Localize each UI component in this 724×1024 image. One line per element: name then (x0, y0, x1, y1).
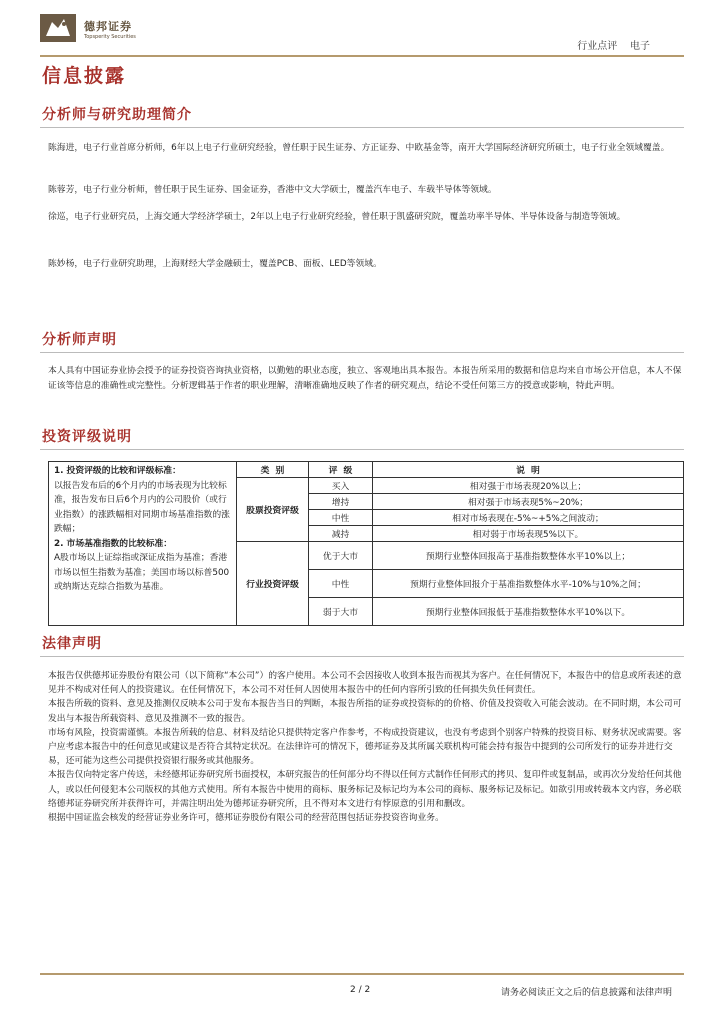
section-divider (40, 127, 684, 128)
legal-paragraph: 本报告所载的资料、意见及推测仅反映本公司于发布本报告当日的判断，本报告所指的证券或投资标的的价格、价值及投资收入可能会波动。在不同时期，本公司可发出与本报告所载资料、意见及推测不一致的报告。 (48, 699, 682, 724)
header-divider (40, 55, 684, 57)
legal-text-block (48, 669, 688, 825)
industry-rating-category: 行业投资评级 (237, 542, 309, 626)
rating-note: 相对弱于市场表现5%以下。 (373, 526, 684, 542)
criteria-2-title: 2. 市场基准指数的比较标准： (54, 538, 173, 549)
header-grade: 评 级 (309, 462, 373, 478)
legal-paragraph: 本报告仅向特定客户传送，未经德邦证券研究所书面授权，本研究报告的任何部分均不得以任何方式制作任何形式的拷贝、复印件或复制品，或再次分发给任何其他人，或以任何侵犯本公司版权的其他方式使用。所有本报告中使用的商标、服务标记及标记均为本公司的商标、服务标记及标记。如欲引用或转载本文内容，务必联络德邦证券研究所并获得许可，并需注明出处为德邦证券研究所，且不得对本文进行有悖原意的引用和删改。 (48, 770, 682, 809)
logo-name-en: Topsperity Securities (84, 34, 136, 40)
analysts-section-title: 分析师与研究助理简介 (42, 107, 192, 123)
footer-divider (40, 973, 684, 975)
rating-grade: 减持 (309, 526, 373, 542)
analyst-statement-title: 分析师声明 (42, 332, 117, 348)
rating-grade: 中性 (309, 570, 373, 598)
rating-section-title: 投资评级说明 (42, 429, 132, 445)
analyst-statement-text: 本人具有中国证券业协会授予的证券投资咨询执业资格，以勤勉的职业态度，独立、客观地出具本报告。本报告所采用的数据和信息均来自市场公开信息，本人不保证该等信息的准确性或完整性。分析逻辑基于作者的职业理解，清晰准确地反映了作者的研究观点，结论不受任何第三方的授意或影响，特此声明。 (48, 366, 682, 391)
analyst-bio: 陈海进，电子行业首席分析师，6年以上电子行业研究经验，曾任职于民生证券、方正证券、中欧基金等，南开大学国际经济研究所硕士，电子行业全领域覆盖。 (48, 143, 670, 153)
analyst-bio: 徐巡，电子行业研究员，上海交通大学经济学硕士，2年以上电子行业研究经验，曾任职于凯盛研究院，覆盖功率半导体、半导体设备与制造等领域。 (48, 212, 626, 222)
rating-note: 预期行业整体回报低于基准指数整体水平10%以下。 (373, 598, 684, 626)
legal-paragraph: 市场有风险，投资需谨慎。本报告所载的信息、材料及结论只提供特定客户作参考，不构成投资建议，也没有考虑到个别客户特殊的投资目标、财务状况或需要。客户应考虑本报告中的任何意见或建议是否符合其特定状况。在法律许可的情况下，德邦证券及其所属关联机构可能会持有报告中提到的公司所发行的证券并进行交易，还可能为这些公司提供投资银行服务或其他服务。 (48, 727, 682, 767)
section-divider (40, 656, 684, 657)
analyst-bio: 陈妙杨，电子行业研究助理，上海财经大学金融硕士，覆盖PCB、面板、LED等领域。 (48, 259, 382, 269)
stock-rating-category: 股票投资评级 (237, 478, 309, 542)
rating-grade: 中性 (309, 510, 373, 526)
page-title: 信息披露 (42, 65, 127, 87)
logo-name-cn: 德邦证券 (84, 20, 132, 33)
rating-grade: 增持 (309, 494, 373, 510)
criteria-2-text: A股市场以上证综指或深证成指为基准；香港市场以恒生指数为基准；美国市场以标普500或纳斯达克综合指数为基准。 (54, 553, 230, 592)
criteria-1-title: 1. 投资评级的比较和评级标准： (54, 466, 181, 476)
report-category: 行业点评 电子 (577, 41, 650, 52)
legal-section-title: 法律声明 (42, 636, 102, 652)
rating-grade: 弱于大市 (309, 598, 373, 626)
rating-note: 相对强于市场表现20%以上； (373, 478, 684, 494)
rating-note: 预期行业整体回报高于基准指数整体水平10%以上； (373, 542, 684, 570)
header-note: 说 明 (373, 462, 684, 478)
footer-disclaimer: 请务必阅读正文之后的信息披露和法律声明 (500, 988, 672, 998)
rating-note: 预期行业整体回报介于基准指数整体水平-10%与10%之间； (373, 570, 684, 598)
section-divider (40, 449, 684, 450)
criteria-1-text: 以报告发布后的6个月内的市场表现为比较标准，报告发布日后6个月内的公司股价（或行业指数）的涨跌幅相对同期市场基准指数的涨跌幅； (54, 480, 230, 534)
analyst-bio: 陈蓉芳，电子行业分析师，曾任职于民生证券、国金证券，香港中文大学硕士，覆盖汽车电子、车载半导体等领域。 (48, 185, 497, 195)
header-category: 类 别 (237, 462, 309, 478)
legal-paragraph: 根据中国证监会核发的经营证券业务许可，德邦证券股份有限公司的经营范围包括证券投资咨询业务。 (48, 813, 444, 824)
rating-criteria-description (49, 462, 237, 626)
rating-note: 相对市场表现在-5%~+5%之间波动； (373, 510, 684, 526)
section-divider (40, 352, 684, 353)
rating-note: 相对强于市场表现5%~20%； (373, 494, 684, 510)
rating-grade: 优于大市 (309, 542, 373, 570)
rating-table (48, 461, 684, 626)
rating-grade: 买入 (309, 478, 373, 494)
page-number: 2 / 2 (350, 985, 371, 995)
legal-paragraph: 本报告仅供德邦证券股份有限公司（以下简称“本公司”）的客户使用。本公司不会因接收人收到本报告而视其为客户。在任何情况下，本报告中的信息或所表述的意见并不构成对任何人的投资建议。在任何情况下，本公司不对任何人因使用本报告中的任何内容所引致的任何损失负任何责任。 (48, 671, 682, 696)
company-logo (40, 14, 76, 42)
